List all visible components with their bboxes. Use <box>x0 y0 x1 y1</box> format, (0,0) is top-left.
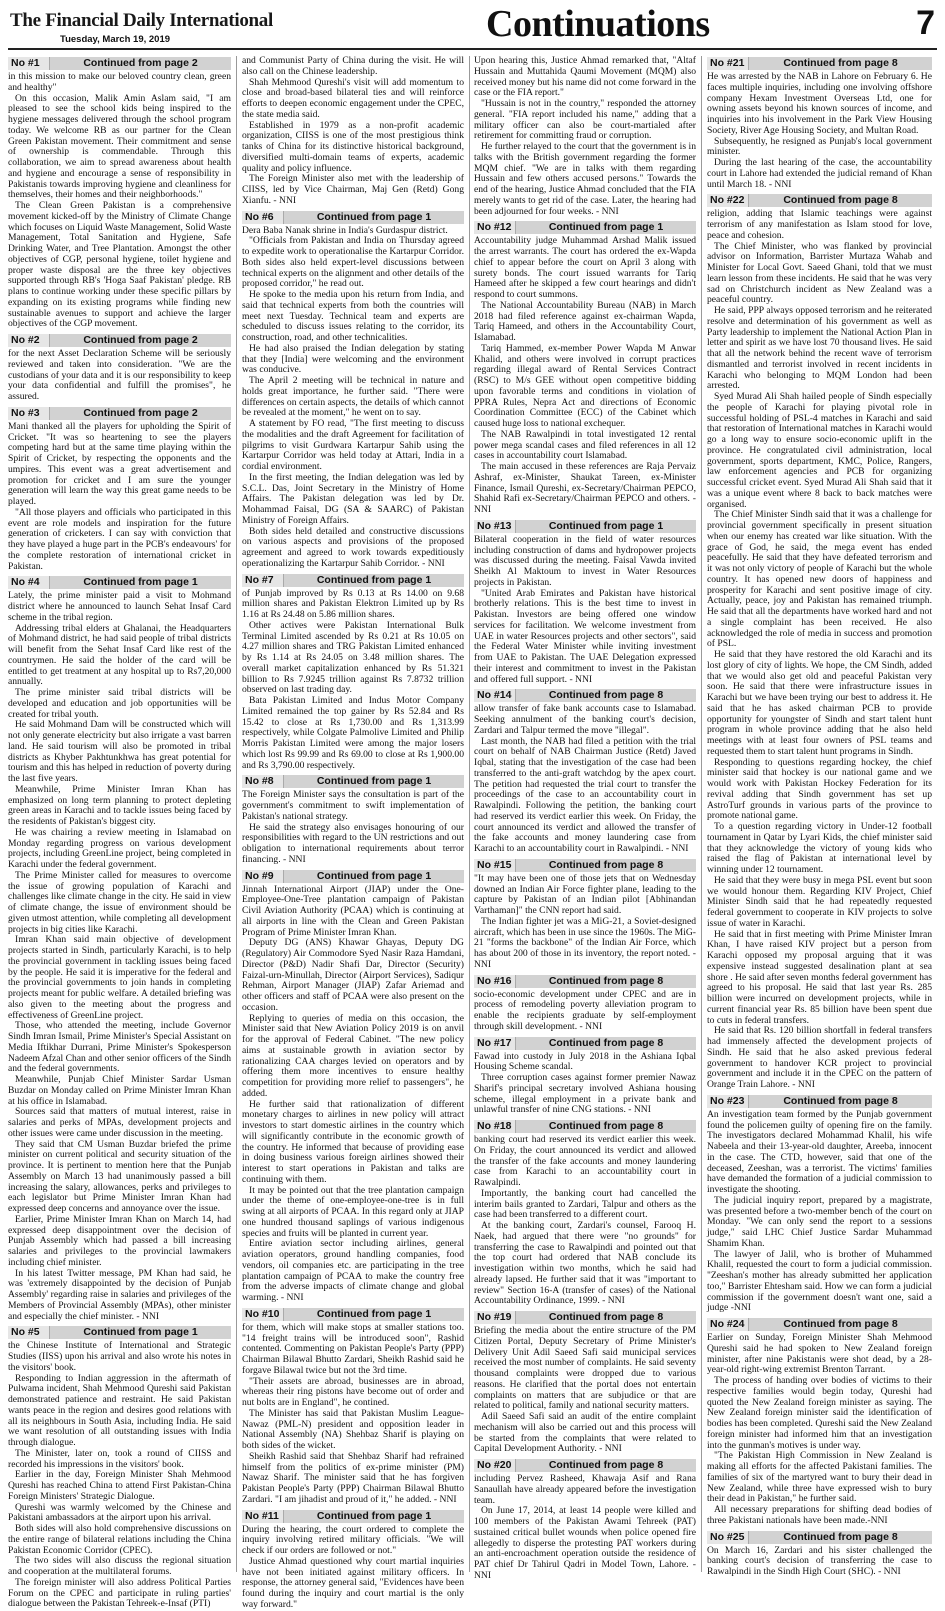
story-paragraph: All necessary preparations for shifting dead bodies of three Pakistani nationals have been made.-NNI <box>707 1504 932 1526</box>
story-title: Continued from page 8 <box>548 1459 664 1471</box>
story-paragraph: Imran Khan said main objective of development projects started in Sindh, particularly Karachi, is to help the provincial government in tackling issues being faced by the people. He said it is imperative for the federal and the provincial governments to join hands in completing projects meant for public welfare. A detailed briefing was also given to the meeting about the progress and effectiveness of GreenLine project. <box>8 934 231 1021</box>
story-paragraph: Three corruption cases against former premier Nawaz Sharif's principal secretary involved Ashiana housing scheme, illegal employment in a private bank and unlawful transfer of nine CNG stations. - NNI <box>474 1072 696 1116</box>
story-paragraph: During the hearing, the court ordered to complete the inquiry involving retired military officials. "We will check if our orders are followed or not." <box>242 1523 464 1556</box>
story <box>242 1308 464 1506</box>
story <box>8 407 231 573</box>
story-number: No #8 <box>242 775 284 788</box>
story-title: Continued from page 8 <box>783 1318 898 1330</box>
story-paragraph: At the banking court, Zardari's counsel, Farooq H. Naek, had argued that there were "no grounds" for transferring the case to Rawalpindi and pointed out that the top court had ordered that NAB conclude its investigation within two months, which he said had already lapsed. He further said that it was "important to review" Section 16-A (transfer of cases) of the National Accountability Ordinance, 1999. - NNI <box>474 1220 696 1307</box>
story-header <box>8 1326 231 1339</box>
story-number: No #19 <box>474 1311 516 1324</box>
story-paragraph: Shah Mehmood Qureshi's visit will add momentum to close and broad-based bilateral ties and will reinforce efforts to deepen economic engagement under the CPEC, the state media said. <box>242 76 464 120</box>
column-3 <box>474 55 696 1581</box>
story <box>242 211 464 570</box>
story <box>474 520 696 686</box>
story-title: Continued from page 1 <box>316 775 432 788</box>
story-number: No #15 <box>474 859 516 872</box>
story <box>474 221 696 516</box>
story <box>242 1510 464 1611</box>
story-paragraph: He spoke to the media upon his return from India, and said that technical experts from both the countries will meet next Tuesday. Technical team and experts are scheduled to discuss issues relating to the corridor, its construction, road, and other technicalities. <box>242 289 464 343</box>
story-paragraph: "Officials from Pakistan and India on Thursday agreed to expedite work to operationalise the Kartarpur Corridor. Both sides also held expert-level discussions between technical experts on the alignment and other details of the proposed corridor," he read out. <box>242 235 464 290</box>
column-rule <box>701 56 702 1572</box>
story-paragraph: Replying to queries of media on this occasion, the Minister said that New Aviation Policy 2019 is on anvil for the approval of Federal Cabinet. "The new policy aims at sustainable growth in aviation sector by rationalizing CAA charges levied on operators and by offering them more incentives to ensure healthy competition for providing more relief to passengers", he added. <box>242 1012 464 1099</box>
story-paragraph: In his latest Twitter message, PM Khan had said, he was 'extremely disappointed by the decision of Punjab Assembly' regarding raise in salaries and privileges of the Members of Provincial Assembly (MPAs), other minister and especially the chief minister. - NNI <box>8 1267 231 1322</box>
story-header <box>707 1531 932 1544</box>
page-number: 7 <box>916 4 935 42</box>
story <box>242 56 464 207</box>
story-paragraph: socio-economic development under CPEC and are in process of remodeling poverty alleviation program to enable the recipients graduate by self-employment through skill development. - NNI <box>474 988 696 1032</box>
story <box>474 859 696 971</box>
story-paragraph: He said that they have restored the old Karachi and its lost glory of city of lights. We hope, the CM Sindh, added that we would also get old and peaceful Pakistan very soon. He said that there were infrastructure issues in Karachi but we have been trying our best to address it. He said that he has asked chairman PCB to provide opportunity for youngster of Sindh and start talent hunt program in whole province adding that he also held meetings with at least four owners of PSL teams and requested them to start talent hunt programs in Sindh. <box>707 649 932 757</box>
story-number: No #10 <box>242 1308 284 1321</box>
story-title: Continued from page 2 <box>83 334 198 346</box>
story <box>474 1311 696 1455</box>
story-title: Continued from page 1 <box>316 1307 432 1320</box>
story-number: No #9 <box>242 870 284 883</box>
story-number: No #23 <box>707 1095 749 1108</box>
story-paragraph: The prime minister said tribal districts will be developed and education and job opportunities will be created for tribal youth. <box>8 687 231 720</box>
story-paragraph: "All those players and officials who participated in this event are role models and inspiration for the future generation of cricketers. I can say with conviction that they have played a huge part in the PCB's endeavours' for the complete restoration of international cricket in Pakistan. <box>8 506 231 572</box>
story-header <box>242 211 464 224</box>
story-header <box>242 775 464 788</box>
story-title: Continued from page 8 <box>783 57 898 69</box>
story-paragraph: They said that CM Usman Buzdar briefed the prime minister on current political and security situation of the province. It is pertinent to mention here that the Punjab Assembly on March 13 had unanimously passed a bill increasing the salary, allowances, perks and privileges to each legislator but Prime Minister Imran Khan had expressed deep concerns and annoyance over the issue. <box>8 1138 231 1214</box>
story-title: Continued from page 1 <box>548 221 664 234</box>
story-paragraph: Dera Baba Nanak shrine in India's Gurdaspur district. <box>242 224 448 236</box>
story <box>8 576 231 1322</box>
story-title: Continued from page 2 <box>83 406 198 419</box>
story-title: Continued from page 8 <box>548 1311 664 1323</box>
story-paragraph: He further relayed to the court that the government is in talks with the British government regarding the former MQM chief. "We are in talks with them regarding Hussain and few others accused persons." Towards the end of the hearing, Justice Ahmad concluded that the FIA merely wants to get rid of the case. Later, the hearing had been adjourned for four weeks. - NNI <box>474 141 696 217</box>
story-paragraph: Both sides will also hold comprehensive discussions on the entire range of bilateral relations including the China Pakistan Economic Corridor (CPEC). <box>8 1523 231 1556</box>
story-paragraph: The lawyer of Jalil, who is brother of Muhammed Khalil, requested the court to form a judicial commission. "Zeeshan's mother has already submitted her application too," Barrister Ehtesham said. How we can form a judicial commission if the government doesn't want one, said a judge -NNI <box>707 1248 932 1314</box>
story-paragraph: The process of handing over bodies of victims to their respective families would begin today, Qureshi had quoted the New Zealand foreign minister as saying. The New Zealand foreign minister said the identification of bodies has been completed. Qureshi said the New Zealand foreign minister had informed him that an investigation into the gunman's motives is under way. <box>707 1375 932 1451</box>
story-paragraph: On March 16, Zardari and his sister challenged the banking court's decision of transferring the case to Rawalpindi in the Sindh High Court (SHC). - NNI <box>707 1544 932 1577</box>
story-title: Continued from page 8 <box>783 1530 898 1543</box>
story-title: Continued from page 1 <box>83 576 198 589</box>
story-title: Continued from page 8 <box>548 974 664 987</box>
story-paragraph: The Minister, later on, took a round of CIISS and recorded his impressions in the visitors' book. <box>8 1447 231 1470</box>
story-title: Continued from page 1 <box>316 1509 432 1522</box>
story-number: No #18 <box>474 1120 516 1133</box>
story <box>707 1318 932 1527</box>
story-paragraph: He said Mohmand Dam will be constructed which will not only generate electricity but also irrigate a vast barren land. He said tourism will also be promoted in tribal districts as Khyber Pakhtunkhwa has great potential for tourism and this has helped in reduction of poverty during the last five years. <box>8 719 232 784</box>
story <box>707 194 932 1091</box>
story-header <box>8 407 231 420</box>
story-header <box>474 1037 696 1050</box>
story-paragraph: allow transfer of fake bank accounts case to Islamabad. Seeking annulment of the banking court's decision, Zardari and Talpur termed the move "illegal". <box>474 703 696 736</box>
section-title: Continuations <box>486 3 710 45</box>
story-paragraph: Sheikh Rashid said that Shehbaz Sharif had refrained himself from the politics of ex-prime minister (PM) Nawaz Sharif. The minister said that he has forgiven Pakistan People's Party (PPP) Chairman Bilawal Bhutto Zardari. "I am jihadist and proud of it," he added. - NNI <box>242 1450 464 1505</box>
story-paragraph: Deputy DG (ANS) Khawar Ghayas, Deputy DG (Regulatory) Air Commodore Syed Nasir Raza Hamdani, Director (P&D) Nadir Shafi Dar, Director (Security) Faizal-urn-Minullah, Director (Airport Services), Sadiqur Rehman, Airport Manager (JIAP) Zafar Ariemad and other officers and staff of PCAA were also present on the occasion. <box>242 937 464 1013</box>
story-paragraph: On June 17, 2014, at least 14 people were killed and 100 members of the Pakistan Awami Tehreek (PAT) sustained critical bullet wounds when police opened fire allegedly to disperse the protesting PAT workers during an anti-encroachment operation outside the residence of PAT chief Dr Tahirul Qadri in Model Town, Lahore. - NNI <box>474 1505 696 1581</box>
story-title: Continued from page 8 <box>548 689 664 702</box>
story-number: No #25 <box>707 1531 749 1544</box>
column-2 <box>242 55 464 1610</box>
story <box>474 1120 696 1307</box>
column-rule <box>236 56 237 1572</box>
story-paragraph: He had also praised the Indian delegation by stating that they [India] were welcoming and the environment was conducive. <box>242 342 464 376</box>
story-paragraph: of Punjab improved by Rs 0.13 at Rs 14.00 on 9.68 million shares and Pakistan Elektron Limited up by Rs 1.16 at Rs 24.48 on 5.86 million shares. <box>242 587 464 620</box>
story-paragraph: Bilateral cooperation in the field of water resources including construction of dams and hydropower projects was discussed during the meeting. Faisal Vawda invited Sheikh Al Maktoum to invest in Water Resources projects in Pakistan. <box>474 533 696 588</box>
story-header <box>474 975 696 988</box>
story <box>474 975 696 1033</box>
column-rule <box>469 56 470 1572</box>
story-header <box>8 57 231 70</box>
story-number: No #11 <box>242 1510 284 1523</box>
story-paragraph: Fawad into custody in July 2018 in the Ashiana Iqbal Housing Scheme scandal. <box>474 1050 696 1073</box>
story-paragraph: Lately, the prime minister paid a visit to Mohmand district where he announced to launch Sehat Insaf Card scheme in the tribal region. <box>8 590 231 623</box>
story-paragraph: Bata Pakistan Limited and Indus Motor Company Limited remained the top gainer by Rs 52.84 and Rs 15.42 to close at Rs 1,730.00 and Rs 1,313.99 respectively, while Colgate Palmolive Limited and Philip Morris Pakistan Limited were among the major losers which lost Rs 99.99 and Rs 69.00 to close at Rs 1,900.00 and Rs 3,790.00 respectively. <box>242 695 464 771</box>
story-number: No #7 <box>242 574 284 587</box>
story-paragraph: Both sides held detailed and constructive discussions on various aspects and provisions of the proposed agreement and agreed to work towards expeditiously operationalizing the Kartarpur Sahib Corridor. - NNI <box>242 525 464 569</box>
story-paragraph: He said that they were busy in mega PSL event but soon we would honour them. Regarding KIV Project, Chief Minister Sindh said that he had repeatedly requested federal government to cooperate in KIV projects to solve issue of water in Karachi. <box>707 874 932 929</box>
story-paragraph: In the first meeting, the Indian delegation was led by S.C.L. Das, Joint Secretary in the Ministry of Home Affairs. The Pakistan delegation was led by Dr. Mohammad Faisal, DG (SA & SAARC) of Pakistan Ministry of Foreign Affairs. <box>242 471 464 526</box>
story <box>474 56 696 217</box>
story-number: No #1 <box>8 57 50 70</box>
story-header <box>474 1459 696 1472</box>
story-title: Continued from page 1 <box>548 519 664 532</box>
story-paragraph: He said that Rs. 120 billion shortfall in federal transfers had immensely affected the development projects of Sindh. He said that he also asked previous federal government to handover KCR project to provincial government and include it in the CPEC on the pattern of Orange Train Lahore. - NNI <box>707 1025 932 1090</box>
story-paragraph: Meanwhile, Prime Minister Imran Khan has emphasized on long term planning to protect depleting green areas in Karachi and to tackle issues being faced by the residents of Pakistan's biggest city. <box>8 783 231 827</box>
story-paragraph: The Foreign Minister says the consultation is part of the government's commitment to swift implementation of Pakistan's national strategy. <box>242 789 464 822</box>
story-paragraph: On this occasion, Malik Amin Aslam said, "I am pleased to see the school kids being inspired to the hygiene messages delivered through the school program today. We welcome RB as our partner for the Clean Green Pakistan movement. Their commitment and sense of ownership is commendable. Through this collaboration, we aim to spread awareness about health and hygiene and encourage a sense of responsibility in Pakistanis towards improving hygiene and cleanliness for themselves, their homes and their neighborhoods." <box>8 92 231 201</box>
story-title: Continued from page 1 <box>83 1326 198 1339</box>
story-paragraph: The foreign minister will also address Political Parties Forum on the CPEC and participate in ruling parties' dialogue between the Pakistan Tehreek-e-Insaf (PTI) <box>8 1576 231 1610</box>
story-title: Continued from page 2 <box>83 57 198 69</box>
story-header <box>242 574 464 587</box>
story <box>8 334 231 403</box>
story-header <box>474 1311 696 1324</box>
story-paragraph: The Foreign Minister also met with the leadership of CIISS, led by Vice Chairman, Maj Gen (Retd) Gong Xianfu. - NNI <box>242 173 464 206</box>
story-paragraph: The NAB Rawalpindi in total investigated 12 rental power mega scandal cases and filed references in all 12 cases in accountability court Islamabad. <box>474 428 696 462</box>
story-paragraph: It may be pointed out that the tree plantation campaign under the theme of one-employee-one-tree is in full swing at all airports of PCAA. In this regard only at JIAP one hundred thousand saplings of various indigenous species and fruits will be planted in current year. <box>242 1184 464 1239</box>
masthead <box>8 4 937 50</box>
story-paragraph: Other actives were Pakistan International Bulk Terminal Limited ascended by Rs 0.21 at Rs 10.05 on 4.27 million shares and TRG Pakistan Limited enhanced by Rs 1.14 at Rs 24.05 on 3.48 million shares. The overall market capitalization enhanced by Rs 51.321 billion to Rs 7.9245 trillion against Rs 7.8732 trillion observed on last trading day. <box>242 619 464 696</box>
story <box>8 57 231 330</box>
story-paragraph: He was chairing a review meeting in Islamabad on Monday regarding progress on various development projects, including GreenLine project, being completed in Karachi under the federal government. <box>8 826 231 870</box>
story-header <box>707 1095 932 1108</box>
story-number: No #21 <box>707 57 749 70</box>
story-paragraph: "Hussain is not in the country," responded the attorney general. "FIA report included his name," adding that a military officer can also be court-martialed after retirement for committing fraud or corruption. <box>474 98 696 142</box>
story-number: No #6 <box>242 211 284 224</box>
story-paragraph: Last month, the NAB had filed a petition with the trial court on behalf of NAB Chairman Justice (Retd) Javed Iqbal, stating that the investigation of the case had been transferred to the anti-graft watchdog by the apex court. The petition had requested the trial court to transfer the proceedings of the case to an accountability court in Rawalpindi. Following the petition, the banking court had reserved its verdict earlier this week. On Friday, the court announced its verdict and allowed the transfer of the fake accounts and money laundering case from Karachi to an accountability court in Rawalpindi. - NNI <box>474 735 696 854</box>
story <box>707 1531 932 1578</box>
story-paragraph: Jinnah International Airport (JIAP) under the One-Employee-One-Tree plantation campaign of Pakistan Civil Aviation Authority (PCAA) which is continuing at all airports in line with the Clean and Green Pakistan Program of Prime Minister Imran Khan. <box>242 883 464 938</box>
story-number: No #24 <box>707 1318 749 1331</box>
story-paragraph: To a question regarding victory in Under-12 football tournament in Qatar by Lyari Kids, the chief minister said that they acknowledge the victory of young kids who raised the flag of Pakistan at international level by winning under 12 tournament. <box>707 821 932 875</box>
story-header <box>474 689 696 702</box>
story-paragraph: Tariq Hammed, ex-member Power Wapda M Anwar Khalid, and others were involved in corrupt practices regarding illegal award of Rental Services Contract (RSC) to M/s GEE without open competitive bidding upon favorable terms and conditions in violation of PPRA Rules, Nepra Act and directions of Economic Coordination Committee (ECC) of the Cabinet which caused huge loss to national exchequer. <box>474 342 696 429</box>
story-title: Continued from page 1 <box>316 869 432 882</box>
story-paragraph: Those, who attended the meeting, include Governor Sindh Imran Ismail, Prime Minister's Special Assistant on Media Iftikhar Durrani, Prime Minister's Spokesperson Nadeem Afzal Chan and other senior officers of the Sindh and the federal governments. <box>8 1020 231 1075</box>
story-title: Continued from page 8 <box>548 1036 664 1049</box>
story-number: No #20 <box>474 1459 516 1472</box>
story-header <box>474 1120 696 1133</box>
story-paragraph: The Chief Minister, who was flanked by provincial advisor on Information, Barrister Murtaza Wahab and Minister for Local Govt. Saeed Ghani, told that we must learn lesson from these incidents. He said that he was very sad on Christchurch incident as New Zealand was a peaceful country. <box>707 240 932 306</box>
story <box>474 1037 696 1117</box>
newspaper-name: The Financial Daily International <box>10 10 273 31</box>
story-paragraph: He said, PPP always opposed terrorism and he reiterated resolve and determination of his government as well as Party leadership to implement the National Action Plan in letter and spirit as we have lost 70 thousand lives. He said that all the network behind the recent wave of terrorism dismantled and terrorist involved in recent incidents in Karachi who belonging to MQM London had been arrested. <box>707 305 932 392</box>
story-paragraph: Importantly, the banking court had cancelled the interim bails granted to Zardari, Talpur and others as the case had been transferred to a different court. <box>474 1187 696 1221</box>
story-paragraph: The two sides will also discuss the regional situation and cooperation at the multilateral forums. <box>8 1555 231 1577</box>
story-paragraph: "United Arab Emirates and Pakistan have historical brotherly relations. This is the best time to invest in Pakistan. Investors are being offered one window services for facilitation. We welcome investment from UAE in water Resources projects and other sectors", said the Federal Water Minister while inviting investment from UAE to Pakistan. The UAE Delegation expressed their interest and commitment to invest in the Pakistan and offered full support. - NNI <box>474 587 696 685</box>
story-paragraph: Syed Murad Ali Shah hailed people of Sindh especially the people of Karachi for playing pivotal role in successful holding of PSL-4 matches in Karachi and said that restoration of International matches in Karachi would go a long way to ensure socio-economic uplift in the province. He congratulated civil administration, local government, sports department, KMC, Police, Rangers, law enforcement agencies and PCB for organizing successful cricket event. Syed Murad Ali Shah said that it was a unique event where 8 back to back matches were organised. <box>707 391 932 510</box>
story-paragraph: Sources said that matters of mutual interest, raise in salaries and perks of MPAs, development projects and other issues were came under discussion in the meeting. <box>8 1106 231 1139</box>
story-title: Continued from page 8 <box>783 194 898 207</box>
story-paragraph: An investigation team formed by the Punjab government found the policemen guilty of opening fire on the family. The investigators declared Mohammad Khalil, his wife Nabeela and their 13-year-old daughter, Areeba, innocent in the case. The CTD, however, said that one of the deceased, Zeeshan, was a terrorist. The victims' families have demanded the formation of a judicial commission to investigate the shooting. <box>707 1108 932 1195</box>
story <box>242 775 464 865</box>
story-title: Continued from page 8 <box>783 1094 898 1107</box>
story-paragraph: Upon hearing this, Justice Ahmad remarked that, "Altaf Hussain and Muttahida Qaumi Movement (MQM) also received money but his name did not come forward in the case or the FIA report." <box>474 55 696 99</box>
story-number: No #2 <box>8 334 50 347</box>
story-paragraph: The National Accountability Bureau (NAB) in March 2018 had filed reference against ex-chairman Wapda, Tariq Hameed, and others in the Accountability Court, Islamabad. <box>474 299 696 343</box>
story-number: No #4 <box>8 576 50 589</box>
column-4 <box>707 56 932 1577</box>
story-paragraph: Earlier, Prime Minister Imran Khan on March 14, had expressed deep disappointment over the decision of Punjab Assembly which had passed a bill increasing salaries and privileges to the provincial lawmakers including chief minister. <box>8 1213 231 1268</box>
story-number: No #5 <box>8 1326 50 1339</box>
story-header <box>474 859 696 872</box>
story <box>474 689 696 855</box>
story-header <box>242 870 464 883</box>
story-header <box>8 576 231 589</box>
story <box>707 57 932 190</box>
story-paragraph: He further said that rationalization of different monetary charges to airlines in new policy will attract investors to start domestic airlines in the country which will significantly contribute in the economic growth of the country. He informed that because of providing ease in doing business various foreign airlines showed their interest to start operations in Pakistan and talks are continuing with them. <box>242 1098 464 1185</box>
story-paragraph: The main accused in these references are Raja Pervaiz Ashraf, ex-Minister, Shaukat Tareen, ex-Minister Finance, Ismail Qureshi, ex-Secretary/Chairman PEPCO, Shahid Rafi ex-Secretary/Chairman PEPCO and others. - NNI <box>474 461 696 515</box>
story-paragraph: "The Pakistan High Commission in New Zealand is making all efforts for the affected Pakistani families. The families of six of the martyred want to bury their dead in New Zealand, while three have expressed wish to bury their dead in Pakistan," he further said. <box>707 1450 932 1505</box>
story-number: No #22 <box>707 194 749 207</box>
story-paragraph: Earlier on Sunday, Foreign Minister Shah Mehmood Qureshi said he had spoken to New Zealand foreign minister, after nine Pakistanis were shot dead, by a 28-year-old right-wing extremist Brenton Tarrant. <box>707 1332 932 1376</box>
story-paragraph: religion, adding that Islamic teachings were against terrorism of any manifestation as Islam stood for love, peace and cohesion. <box>707 208 932 241</box>
story <box>242 574 464 772</box>
story-paragraph: the Chinese Institute of International and Strategic Studies (IISS) upon his arrival and also wrote his notes in the visitors' book. <box>8 1340 231 1373</box>
story-paragraph: Established in 1979 as a non-profit academic organization, CIISS is one of the most prestigious think tanks of China for its distinctive historical background, diversified multi-domain teams of experts, academic quality and policy influence. <box>242 119 464 174</box>
story-number: No #13 <box>474 520 516 533</box>
story-header <box>242 1308 464 1321</box>
story-header <box>707 57 932 70</box>
story-header <box>474 221 696 234</box>
story-paragraph: Justice Ahmad questioned why court martial inquiries have not been initiated against military officers. In response, the attorney general said, "Evidences have been found during the inquiry and court martial is the only way forward." <box>242 1555 464 1610</box>
story-paragraph: Responding to questions regarding hockey, the chief minister said that hockey is our national game and we would work with Pakistan Hockey Federation for its revival adding that Sindh government has set up AstroTurf grounds in various parts of the province to promote national game. <box>707 756 932 822</box>
story-paragraph: Accountability judge Muhammad Arshad Malik issued the arrest warrants. The court has ordered the ex-Wapda chief to appear before the court on April 3 along with surety bonds. The court issued warrants for Tariq Hameed after he skipped a few court hearings and didn't respond to court summons. <box>474 235 696 300</box>
story-header <box>474 520 696 533</box>
story-paragraph: The Minister has said that Pakistan Muslim League-Nawaz (PML-N) president and opposition leader in National Assembly (NA) Shehbaz Sharif is playing on both sides of the wicket. <box>242 1407 464 1451</box>
story-number: No #17 <box>474 1037 516 1050</box>
story-paragraph: He was arrested by the NAB in Lahore on February 6. He faces multiple inquiries, including one involving offshore company Hexam Investment Overseas Ltd, one for owning assets beyond his known sources of income, and inquiries into his involvement in the Park View Housing Society, River Age Housing Society, and Multan Road. <box>707 71 932 136</box>
story-paragraph: The Prime Minister called for measures to overcome the issue of growing population of Karachi and challenges like climate change in the city. He said in view of climate change, the issue of environment should be given utmost attention, while completing all development projects in big cities like Karachi. <box>8 869 231 935</box>
story-paragraph: in this mission to make our beloved country clean, green and healthy" <box>8 71 231 93</box>
story-header <box>8 334 231 347</box>
story-number: No #3 <box>8 407 50 420</box>
story-title: Continued from page 8 <box>548 1120 664 1132</box>
story-paragraph: Mani thanked all the players for upholding the Spirit of Cricket. "It was so heartening to see the players competing hard but at the same time playing within the Spirit of Cricket, by respecting the opponents and the umpires. This event was a great advertisement and promotion for cricket and I am sure the younger generation will learn the way this great game needs to be played. <box>8 420 231 507</box>
story-title: Continued from page 1 <box>316 210 432 223</box>
story-paragraph: Meanwhile, Punjab Chief Minister Sardar Usman Buzdar on Monday called on Prime Minister Imran Khan at his office in Islamabad. <box>8 1074 231 1107</box>
story <box>242 870 464 1304</box>
story-paragraph: The Chief Minister Sindh said that it was a challenge for provincial government specifically in present situation when our enemy has created war like situation. With the grace of God, he said, the mega event has ended peacefully. He said that they have defeated terrorism and it was not only victory of people of Karachi but the whole country. It has opened new doors of happiness and prosperity for Karachi and sent positive image of city. Actually, peace, joy and Pakistan has remained triumph. He said that all the departments have worked hard and not a single complaint has been received. He also acknowledged the role of media in success and promotion of PSL. <box>707 509 932 650</box>
story-number: No #16 <box>474 975 516 988</box>
story-header <box>707 1318 932 1331</box>
story-paragraph: The April 2 meeting will be technical in nature and holds great importance, he further said. "There were differences on certain aspects, the details of which cannot be revealed at the moment," he went on to say. <box>242 375 464 419</box>
story-paragraph: A statement by FO read, "The first meeting to discuss the modalities and the draft Agreement for facilitation of pilgrims to visit Gurdwara Kartarpur Sahib using the Kartarpur Corridor was held today at Attari, India in a cordial environment. <box>242 418 464 472</box>
story-number: No #12 <box>474 221 516 234</box>
story-paragraph: Entire aviation sector including airlines, general aviation operators, ground handling companies, food vendors, oil companies etc. are participating in the tree plantation campaign of PCAA to make the country free from the adverse impacts of climate change and global warming. - NNI <box>242 1238 464 1303</box>
story-header <box>242 1510 464 1523</box>
issue-date: Tuesday, March 19, 2019 <box>60 34 171 45</box>
story-paragraph: banking court had reserved its verdict earlier this week. On Friday, the court announced its verdict and allowed the transfer of the fake accounts and money laundering case from Karachi to an accountability court in Rawalpindi. <box>474 1134 696 1188</box>
story-paragraph: The Clean Green Pakistan is a comprehensive movement kicked-off by the Ministry of Climate Change which focuses on Liquid Waste Management, Solid Waste Management, Total Sanitation and Hygiene, Safe Drinking Water, and Tree Plantation. Amongst the other objectives of CGP, personal hygiene, toilet hygiene and proper waste disposal are the three key objectives supported through RB's 'Hoga Saaf Pakistan' pledge. RB plans to continue working under these specific pillars by expanding on its existing programs while finding new sustainable avenues to support and achieve the larger objectives of the CGP movement. <box>8 200 231 330</box>
story-paragraph: for them, which will make stops at smaller stations too. "14 freight trains will be introduced soon", Rashid contented. Commenting on Pakistan People's Party (PPP) Chairman Bilawal Bhutto Zardari, Sheikh Rashid said he forgave Bilawal twice but not the 3rd time. <box>242 1321 464 1376</box>
story <box>474 1459 696 1582</box>
story-paragraph: Subsequently, he resigned as Punjab's local government minister. <box>707 135 932 158</box>
column-1 <box>8 56 232 1610</box>
story-header <box>707 194 932 207</box>
story-title: Continued from page 8 <box>548 858 664 871</box>
story-paragraph: The Indian fighter jet was a MiG-21, a Soviet-designed aircraft, which has been in use since the 1960s. The MiG-21 "forms the backbone" of the Indian Air Force, which has about 200 of those in its inventory, the report noted. - NNI <box>474 915 696 970</box>
story-title: Continued from page 1 <box>316 573 432 586</box>
story-paragraph: Addressing tribal elders at Ghalanai, the Headquarters of Mohmand district, he had said people of tribal districts will benefit from the Sehat Insaf Card like rest of the countrymen. He said the holder of the card will be entitled to get treatment at any hospital up to Rs7,20,000 annually. <box>8 622 231 688</box>
story-paragraph: "It may have been one of those jets that on Wednesday downed an Indian Air Force fighter plane, leading to the capture by Pakistan of an Indian pilot [Abhinandan Varthaman]" the CNN report had said. <box>474 872 696 916</box>
story-paragraph: He said that in first meeting with Prime Minister Imran Khan, I have raised KIV project but a person from Karachi opposed my proposal arguing that it was expensive instead suggested desalination plant at sea shore . He said after seven months federal government has agreed to his proposal. He said that last year Rs. 285 billion were incurred on development projects, while in current financial year Rs. 85 billion have been spent due to cuts in federal transfers. <box>707 928 932 1026</box>
story-paragraph: "Their assets are abroad, businesses are in abroad, whereas their ring pistons have become out of order and nut bolts are in England", he contined. <box>242 1375 464 1408</box>
story <box>8 1326 231 1610</box>
story-paragraph: Earlier in the day, Foreign Minister Shah Mehmood Qureshi has reached China to attend First Pakistan-China Foreign Ministers' Strategic Dialogue. <box>8 1469 231 1502</box>
story-paragraph: Qureshi was warmly welcomed by the Chinese and Pakistani ambassadors at the airport upon his arrival. <box>8 1501 231 1524</box>
story-paragraph: Briefing the media about the entire structure of the PM Citizen Portal, Deputy Secretary of Prime Minister's Delivery Unit Adil Saeed Safi said municipal services received the most number of complaints. He said seventy thousand complaints were dropped due to various reasons. He clarified that the portal does not entertain complaints on matters that are subjudice or that are related to political, family and national security matters. <box>474 1325 696 1412</box>
story-paragraph: Adil Saeed Safi said an audit of the entire complaint mechanism will also be carried out and this process will be started from the complaints that were related to Capital Development Authority. - NNI <box>474 1411 696 1455</box>
story-paragraph: and Communist Party of China during the visit. He will also call on the Chinese leadership. <box>242 55 464 77</box>
story-paragraph: including Pervez Rasheed, Khawaja Asif and Rana Sanaullah have already appeared before the investigation team. <box>474 1473 696 1506</box>
story-paragraph: During the last hearing of the case, the accountability court in Lahore had extended the judicial remand of Khan until March 18. - NNI <box>707 157 932 190</box>
story-number: No #14 <box>474 689 516 702</box>
story-paragraph: The judicial inquiry report, prepared by a magistrate, was presented before a two-member bench of the court on Monday. "We can only send the report to a sessions judge," said LHC Chief Justice Sardar Muhammad Shamim Khan. <box>707 1194 932 1249</box>
story <box>707 1095 932 1314</box>
story-paragraph: for the next Asset Declaration Scheme will be seriously reviewed and taken into consideration. "We are the custodians of your data and it is our responsibility to keep your data confidential and fulfill the promises", he assured. <box>8 348 231 402</box>
story-paragraph: Responding to Indian aggression in the aftermath of Pulwama incident, Shah Mehmood Qureshi said Pakistan demonstrated patience and restraint. He said Pakistan wants peace in the region and desires good relations with all its neighbours in South Asia, including India. He said we want resolution of all outstanding issues with India through dialogue. <box>8 1372 231 1448</box>
story-paragraph: He said the strategy also envisages honouring of our responsibilities with regard to the UN restrictions and out obligation to international requirements about terror financing. - NNI <box>242 821 464 865</box>
